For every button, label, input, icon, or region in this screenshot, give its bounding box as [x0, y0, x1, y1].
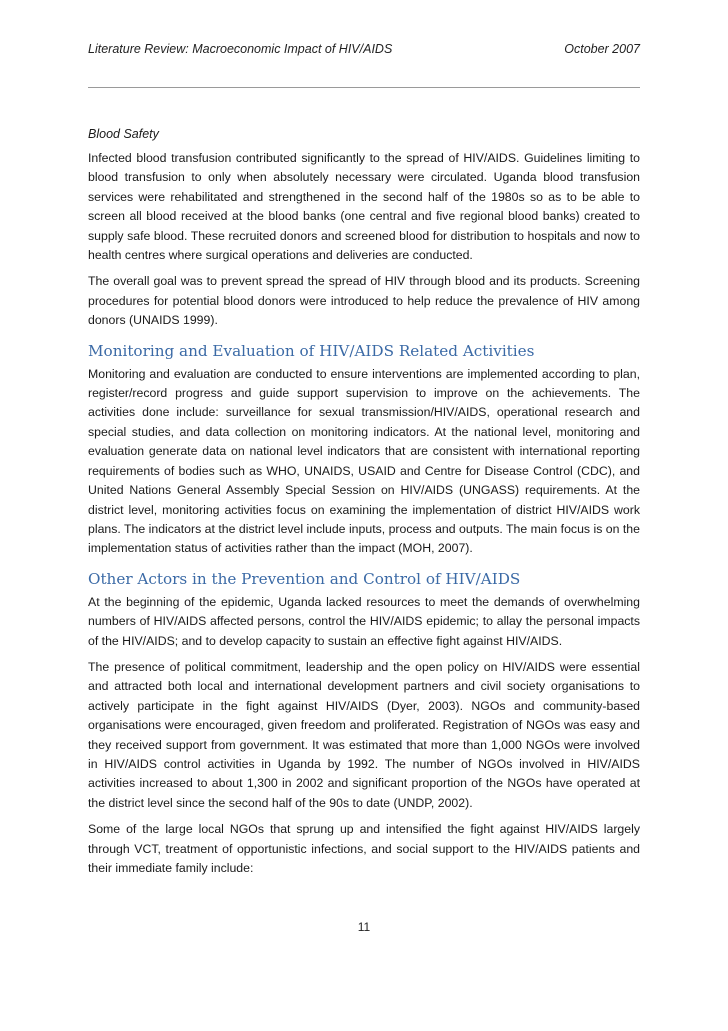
- section-heading-monitoring: Monitoring and Evaluation of HIV/AIDS Related Activities: [88, 341, 535, 360]
- paragraph: Some of the large local NGOs that sprung up and intensified the fight against HIV/AIDS largely through VCT, treatment of opportunistic infections, and social support to the HIV/AIDS patients and their immediate family include:: [88, 822, 640, 875]
- page-header: [88, 42, 640, 62]
- header-title: Literature Review: Macroeconomic Impact of HIV/AIDS: [88, 42, 393, 56]
- section-heading-other-actors: Other Actors in the Prevention and Control of HIV/AIDS: [88, 569, 521, 588]
- paragraph: Monitoring and evaluation are conducted to ensure interventions are implemented according to plan, register/record progress and guide support supervision to improve on the achievements. The activities done include: surveillance for sexual transmission/HIV/AIDS, operational research and special studies, and data collection on monitoring indicators. At the national level, monitoring and evaluation generate data on national level indicators that are consistent with international reporting requirements of bodies such as WHO, UNAIDS, USAID and Centre for Disease Control (CDC), and United Nations General Assembly Special Session on HIV/AIDS (UNGASS) requirements. At the district level, monitoring activities focus on examining the implementation of district HIV/AIDS work plans. The indicators at the district level include inputs, process and outputs. The main focus is on the implementation status of activities rather than the impact (MOH, 2007).: [88, 366, 640, 556]
- paragraph: Infected blood transfusion contributed significantly to the spread of HIV/AIDS. Guidelines limiting to blood transfusion to only when absolutely necessary were circulated. Uganda blood transfusion services were rehabilitated and strengthened in the second half of the 1980s so as to be able to screen all blood received at the blood banks (one central and five regional blood banks) created to supply safe blood. These recruited donors and screened blood for distribution to hospitals and now to health centres where surgical operations and deliveries are conducted.: [88, 151, 640, 263]
- paragraph: The overall goal was to prevent spread the spread of HIV through blood and its products. Screening procedures for potential blood donors were introduced to help reduce the prevalence of HIV among donors (UNAIDS 1999).: [88, 274, 640, 328]
- page-number: 11: [357, 920, 371, 934]
- header-divider: [88, 87, 640, 88]
- subheading-blood-safety: Blood Safety: [88, 127, 159, 141]
- page-body: [88, 124, 640, 885]
- paragraph: The presence of political commitment, leadership and the open policy on HIV/AIDS were essential and attracted both local and international development partners and civil society organisations to actively participate in the fight against HIV/AIDS (Dyer, 2003). NGOs and community-based organisations were encouraged, given freedom and proliferated. Registration of NGOs was easy and they received support from government. It was estimated that more than 1,000 NGOs were involved in HIV/AIDS control activities in Uganda by 1992. The number of NGOs involved in HIV/AIDS activities increased to about 1,300 in 2002 and significant proportion of the NGOs have operated at the district level since the second half of the 90s to date (UNDP, 2002).: [88, 659, 640, 810]
- header-date: October 2007: [564, 42, 640, 56]
- paragraph: At the beginning of the epidemic, Uganda lacked resources to meet the demands of overwhelming numbers of HIV/AIDS affected persons, control the HIV/AIDS epidemic; to allay the personal impacts of the HIV/AIDS; and to develop capacity to sustain an effective fight against HIV/AIDS.: [88, 594, 640, 648]
